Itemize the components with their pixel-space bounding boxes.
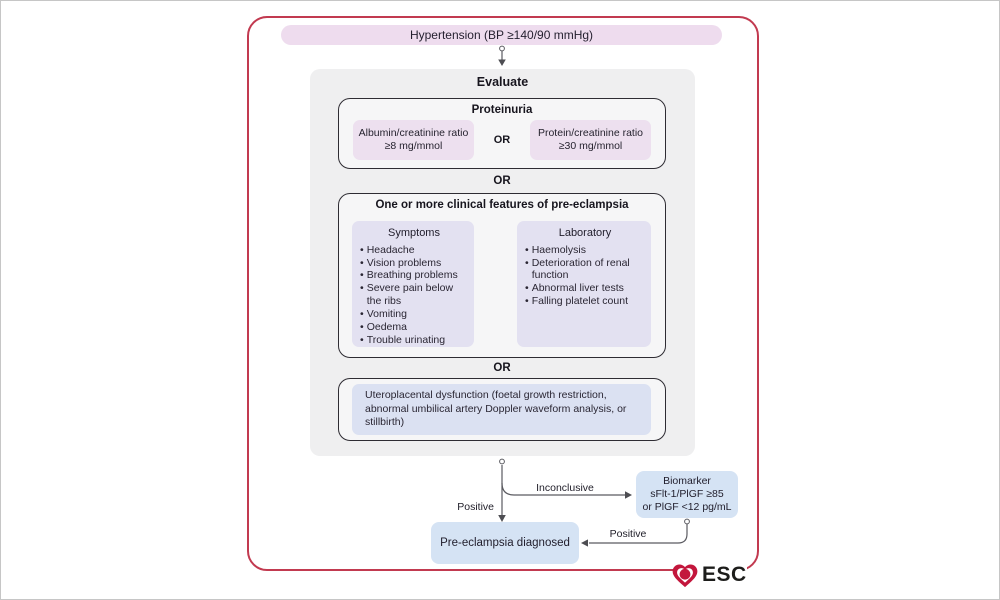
symptoms-list (360, 244, 468, 347)
biomarker-line1: Biomarker (663, 474, 711, 487)
list-item: • Abnormal liver tests (525, 282, 624, 295)
esc-heart-icon (670, 560, 700, 590)
edge-label-positive: Positive (457, 501, 494, 513)
symptoms-title: Symptoms (388, 227, 440, 239)
list-item: • Vomiting (360, 308, 407, 321)
evaluate-title: Evaluate (476, 75, 529, 89)
list-item: • Oedema (360, 321, 407, 334)
list-item: • Trouble urinating (360, 333, 446, 346)
list-item: • Vision problems (360, 256, 442, 269)
symptoms-node (352, 221, 474, 347)
uteroplacental-node: Uteroplacental dysfunction (foetal growth restriction, abnormal umbilical artery Doppler waveform analysis, or stillbirth) (352, 384, 651, 435)
laboratory-title: Laboratory (558, 227, 612, 239)
biomarker-line2: sFlt-1/PlGF ≥85 (650, 487, 724, 500)
list-item: • Breathing problems (360, 269, 458, 282)
or-label-1: OR (493, 175, 511, 187)
list-item: • Falling platelet count (525, 295, 628, 308)
proteinuria-title: Proteinuria (471, 104, 533, 116)
list-item: • Headache (360, 243, 415, 256)
laboratory-node (517, 221, 651, 347)
biomarker-line3: or PlGF <12 pg/mL (642, 501, 732, 514)
clinical-features-title: One or more clinical features of pre-eclampsia (375, 199, 629, 211)
protein-creatinine-node: Protein/creatinine ratio ≥30 mg/mmol (530, 120, 651, 160)
list-item: • Haemolysis (525, 243, 586, 256)
list-item: • Deterioration of renal function (525, 256, 630, 282)
or-label-proteinuria: OR (493, 134, 511, 146)
esc-logo (670, 560, 747, 590)
laboratory-list (525, 244, 645, 309)
biomarker-node (636, 471, 738, 518)
or-label-2: OR (493, 362, 511, 374)
albumin-creatinine-node: Albumin/creatinine ratio ≥8 mg/mmol (353, 120, 474, 160)
edge-label-positive-biomarker: Positive (609, 528, 647, 540)
edge-label-inconclusive: Inconclusive (536, 482, 594, 494)
list-item: • Severe pain below the ribs (360, 282, 454, 308)
esc-wordmark: ESC (702, 563, 747, 586)
diagnosis-node: Pre-eclampsia diagnosed (431, 522, 579, 564)
hypertension-node: Hypertension (BP ≥140/90 mmHg) (281, 25, 722, 45)
